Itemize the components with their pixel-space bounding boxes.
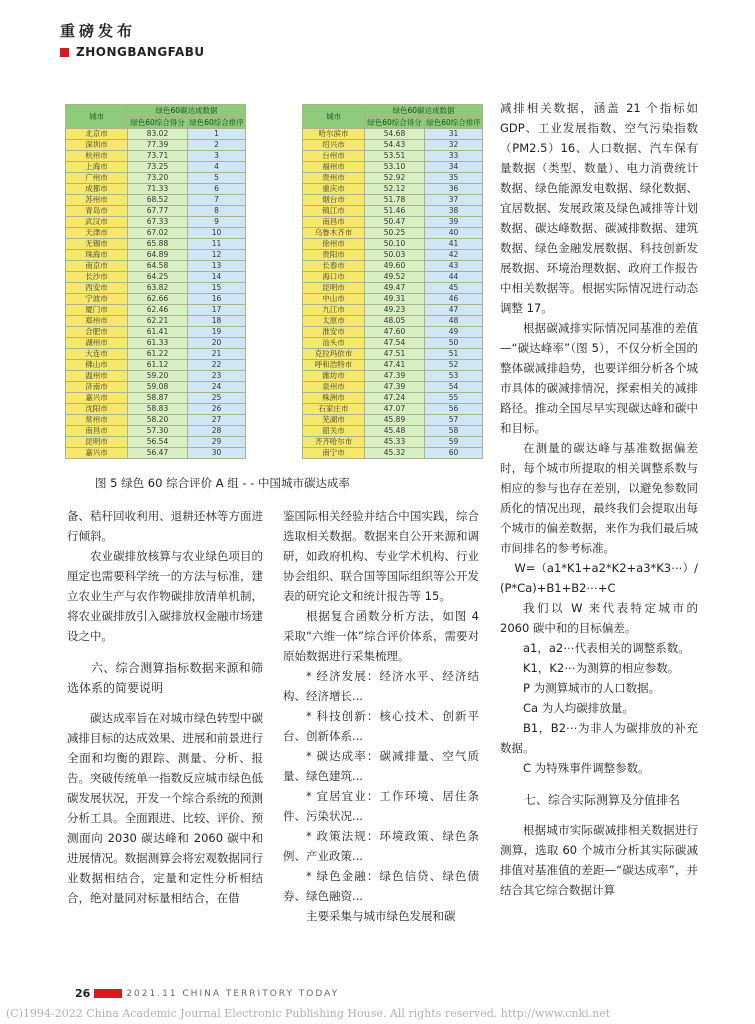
table-cell-rank: 9 — [188, 217, 246, 228]
table-cell-score: 68.52 — [128, 195, 188, 206]
table-cell-city: 南昌市 — [66, 426, 128, 437]
table-cell-score: 58.83 — [128, 404, 188, 415]
table-row — [66, 261, 246, 272]
section-heading-6: 六、综合测算指标数据来源和筛选体系的简要说明 — [67, 661, 263, 695]
table-cell-city: 汕头市 — [303, 338, 365, 349]
table-row — [303, 140, 483, 151]
paragraph: 减排相关数据，涵盖 21 个指标如 GDP、工业发展指数、空气污染指数（PM2.5）16、人口数据、汽车保有量数据（类型、数量）、电力消费统计数据、绿色能源发电数据、绿化数据、宜居数据、发展政策及绿色减排等计划数据、碳达峰数据、碳减排数据、建筑数据、绿色金融发展数据、科技创新发展数据、环境治理数据、政府工作报告中相关数据等。根据实际情况进行动态调整 17。 — [500, 101, 698, 315]
table-cell-city: 贵州市 — [303, 173, 365, 184]
page-footer — [75, 987, 339, 1000]
table-cell-city: 芜湖市 — [303, 415, 365, 426]
table-row — [66, 239, 246, 250]
table-row — [66, 272, 246, 283]
table-cell-score: 63.82 — [128, 283, 188, 294]
table-cell-score: 51.46 — [365, 206, 425, 217]
paragraph: 主要采集与城市绿色发展和碳 — [306, 909, 456, 923]
table-cell-score: 49.60 — [365, 261, 425, 272]
table-cell-rank: 38 — [425, 206, 483, 217]
table-cell-city: 南京市 — [66, 261, 128, 272]
table-cell-city: 徐州市 — [303, 239, 365, 250]
table-cell-score: 47.07 — [365, 404, 425, 415]
table-row — [66, 305, 246, 316]
table-row — [66, 151, 246, 162]
table-cell-rank: 47 — [425, 305, 483, 316]
table-row — [66, 426, 246, 437]
table-cell-rank: 26 — [188, 404, 246, 415]
list-item: * 碳达成率：碳减排量、空气质量、绿色建筑... — [283, 749, 479, 783]
table-cell-city: 大连市 — [66, 349, 128, 360]
table-cell-rank: 17 — [188, 305, 246, 316]
table-row — [303, 206, 483, 217]
table-cell-rank: 3 — [188, 151, 246, 162]
table-cell-score: 57.30 — [128, 426, 188, 437]
table-cell-rank: 40 — [425, 228, 483, 239]
table-cell-city: 杭州市 — [66, 151, 128, 162]
table-cell-score: 71.33 — [128, 184, 188, 195]
table-cell-city: 台州市 — [303, 151, 365, 162]
table-row — [66, 173, 246, 184]
table-cell-city: 福州市 — [303, 162, 365, 173]
table-cell-city: 韶关市 — [303, 426, 365, 437]
table-cell-rank: 34 — [425, 162, 483, 173]
table-cell-city: 广州市 — [66, 173, 128, 184]
table-cell-city: 上海市 — [66, 162, 128, 173]
table-header-group: 绿色60碳达成数据 — [128, 105, 246, 117]
table-cell-score: 50.03 — [365, 250, 425, 261]
table-cell-city: 北京市 — [66, 129, 128, 140]
table-row — [66, 250, 246, 261]
red-square-icon — [60, 48, 69, 57]
table-cell-rank: 12 — [188, 250, 246, 261]
table-cell-city: 重庆市 — [303, 184, 365, 195]
table-row — [66, 228, 246, 239]
table-cell-score: 73.71 — [128, 151, 188, 162]
table-row — [66, 327, 246, 338]
table-cell-score: 83.02 — [128, 129, 188, 140]
table-cell-rank: 48 — [425, 316, 483, 327]
table-cell-city: 克拉玛依市 — [303, 349, 365, 360]
table-cell-city: 昆明市 — [303, 283, 365, 294]
table-row — [303, 294, 483, 305]
formula-line-1: W=（a1*K1+a2*K2+a3*K3⋯）/ — [514, 561, 698, 575]
table-cell-score: 51.78 — [365, 195, 425, 206]
table-cell-score: 67.77 — [128, 206, 188, 217]
table-cell-score: 52.12 — [365, 184, 425, 195]
definition-item: P 为测算城市的人口数据。 — [523, 681, 661, 695]
table-row — [66, 371, 246, 382]
paragraph: 在测量的碳达峰与基准数据偏差时，每个城市所提取的相关调整系数与相应的参与也存在差别，以避免参数同质化的情况出现，最终我们会提取出每个城市的偏差数据，来作为我们最后城市间排名的参考标准。 — [500, 441, 698, 555]
paragraph: 根据复合函数分析方法，如图 4 采取“六维一体”综合评价体系，需要对原始数据进行采集梳理。 — [283, 609, 479, 663]
paragraph: 根据碳减排实际情况同基准的差值—“碳达峰率”（图 5），不仅分析全国的整体碳减排趋势，也要详细分析各个城市具体的碳减排情况，探索相关的减排路径。推动全国尽早实现碳达峰和碳中和目标。 — [500, 321, 698, 435]
table-cell-city: 武汉市 — [66, 217, 128, 228]
table-cell-rank: 56 — [425, 404, 483, 415]
table-cell-rank: 41 — [425, 239, 483, 250]
table-row — [303, 283, 483, 294]
table-row — [66, 184, 246, 195]
ranking-table-b — [302, 104, 483, 459]
table-row — [66, 206, 246, 217]
table-row — [66, 195, 246, 206]
magazine-issue: 2021.11 CHINA TERRITORY TODAY — [126, 988, 340, 999]
paragraph: 鉴国际相关经验并结合中国实践，综合选取相关数据。数据来自公开来源和调研，如政府机构、专业学术机构、行业协会组织、联合国等国际组织等公开发表的研究论文和统计报告等 15。 — [283, 509, 479, 603]
red-bar-icon — [94, 989, 122, 998]
table-cell-city: 镇江市 — [303, 206, 365, 217]
table-row — [303, 415, 483, 426]
table-row — [66, 360, 246, 371]
table-cell-score: 62.21 — [128, 316, 188, 327]
table-cell-score: 61.22 — [128, 349, 188, 360]
table-cell-city: 呼和浩特市 — [303, 360, 365, 371]
table-cell-score: 56.54 — [128, 437, 188, 448]
text-column-2 — [283, 506, 479, 926]
table-cell-rank: 59 — [425, 437, 483, 448]
paragraph: 农业碳排放核算与农业绿色项目的厘定也需要科学统一的方法与标准，建立农业生产与农作物碳排放清单机制，将农业碳排放引入碳排放权金融市场建设之中。 — [67, 549, 263, 643]
table-cell-city: 成都市 — [66, 184, 128, 195]
table-cell-score: 61.33 — [128, 338, 188, 349]
table-cell-rank: 37 — [425, 195, 483, 206]
table-cell-score: 73.25 — [128, 162, 188, 173]
table-cell-score: 50.25 — [365, 228, 425, 239]
table-header-group: 绿色60碳达成数据 — [365, 105, 483, 117]
table-row — [66, 382, 246, 393]
table-cell-city: 哈尔滨市 — [303, 129, 365, 140]
table-row — [66, 217, 246, 228]
table-row — [303, 305, 483, 316]
table-row — [303, 272, 483, 283]
magazine-header — [60, 20, 205, 59]
table-cell-city: 贵阳市 — [303, 250, 365, 261]
table-cell-rank: 29 — [188, 437, 246, 448]
figure-caption: 图 5 绿色 60 综合评价 A 组 - - 中国城市碳达成率 — [95, 476, 351, 490]
table-cell-city: 太原市 — [303, 316, 365, 327]
table-row — [66, 316, 246, 327]
table-cell-rank: 42 — [425, 250, 483, 261]
table-cell-city: 郑州市 — [66, 316, 128, 327]
list-item: * 经济发展：经济水平、经济结构、经济增长... — [283, 669, 479, 703]
table-row — [303, 338, 483, 349]
table-cell-city: 长沙市 — [66, 272, 128, 283]
table-cell-score: 45.32 — [365, 448, 425, 459]
table-cell-city: 天津市 — [66, 228, 128, 239]
table-cell-rank: 51 — [425, 349, 483, 360]
table-cell-rank: 57 — [425, 415, 483, 426]
section-brand-cn: 重磅发布 — [60, 22, 137, 40]
table-cell-rank: 7 — [188, 195, 246, 206]
table-cell-rank: 50 — [425, 338, 483, 349]
table-cell-rank: 32 — [425, 140, 483, 151]
table-cell-city: 佛山市 — [66, 360, 128, 371]
table-cell-rank: 8 — [188, 206, 246, 217]
table-cell-score: 64.25 — [128, 272, 188, 283]
table-row — [303, 448, 483, 459]
table-row — [66, 162, 246, 173]
list-item: * 绿色金融：绿色信贷、绿色债券、绿色融资... — [283, 869, 479, 903]
table-cell-city: 苏州市 — [66, 195, 128, 206]
definition-item: a1，a2⋯代表相关的调整系数。 — [523, 641, 690, 655]
table-row — [303, 129, 483, 140]
table-cell-score: 45.48 — [365, 426, 425, 437]
table-cell-score: 47.39 — [365, 382, 425, 393]
table-cell-rank: 27 — [188, 415, 246, 426]
table-cell-rank: 1 — [188, 129, 246, 140]
table-cell-rank: 55 — [425, 393, 483, 404]
table-header-city: 城市 — [66, 105, 128, 129]
table-cell-city: 南宁市 — [303, 448, 365, 459]
table-cell-score: 49.23 — [365, 305, 425, 316]
table-row — [66, 404, 246, 415]
table-cell-score: 47.41 — [365, 360, 425, 371]
table-row — [303, 437, 483, 448]
table-cell-city: 青岛市 — [66, 206, 128, 217]
table-cell-score: 53.10 — [365, 162, 425, 173]
table-cell-rank: 15 — [188, 283, 246, 294]
table-cell-rank: 53 — [425, 371, 483, 382]
table-header-rank: 绿色60综合排序 — [426, 118, 481, 127]
definition-item: K1，K2⋯为测算的相应参数。 — [523, 661, 680, 675]
table-cell-score: 47.24 — [365, 393, 425, 404]
table-cell-score: 47.51 — [365, 349, 425, 360]
section-brand-en: ZHONGBANGFABU — [76, 45, 205, 59]
table-cell-score: 45.89 — [365, 415, 425, 426]
definition-item: B1，B2⋯为非人为碳排放的补充数据。 — [500, 721, 698, 755]
table-cell-rank: 60 — [425, 448, 483, 459]
table-cell-rank: 19 — [188, 327, 246, 338]
table-cell-rank: 54 — [425, 382, 483, 393]
table-cell-city: 泉州市 — [303, 382, 365, 393]
table-cell-rank: 31 — [425, 129, 483, 140]
table-cell-city: 九江市 — [303, 305, 365, 316]
table-cell-rank: 36 — [425, 184, 483, 195]
table-cell-rank: 43 — [425, 261, 483, 272]
table-header-rank: 绿色60综合排序 — [189, 118, 244, 127]
definition-item: Ca 为人均碳排放量。 — [523, 701, 634, 715]
table-cell-score: 61.12 — [128, 360, 188, 371]
list-item: * 政策法规：环境政策、绿色条例、产业政策... — [283, 829, 479, 863]
table-row — [66, 448, 246, 459]
table-row — [66, 393, 246, 404]
table-cell-score: 54.43 — [365, 140, 425, 151]
table-cell-city: 合肥市 — [66, 327, 128, 338]
table-cell-city: 昆明市 — [66, 437, 128, 448]
table-row — [303, 404, 483, 415]
table-row — [303, 393, 483, 404]
table-cell-rank: 10 — [188, 228, 246, 239]
table-cell-city: 潍坊市 — [303, 371, 365, 382]
table-cell-city: 海口市 — [303, 272, 365, 283]
table-cell-rank: 4 — [188, 162, 246, 173]
table-row — [303, 349, 483, 360]
table-row — [303, 151, 483, 162]
table-cell-score: 52.92 — [365, 173, 425, 184]
table-cell-score: 47.60 — [365, 327, 425, 338]
table-cell-score: 62.46 — [128, 305, 188, 316]
table-cell-city: 株洲市 — [303, 393, 365, 404]
table-cell-city: 西安市 — [66, 283, 128, 294]
table-cell-rank: 39 — [425, 217, 483, 228]
section-brand-row — [60, 45, 205, 59]
table-cell-rank: 52 — [425, 360, 483, 371]
table-cell-score: 53.51 — [365, 151, 425, 162]
text-column-1 — [67, 506, 263, 908]
table-cell-rank: 25 — [188, 393, 246, 404]
table-row — [303, 250, 483, 261]
table-cell-score: 49.31 — [365, 294, 425, 305]
table-row — [66, 415, 246, 426]
table-row — [66, 437, 246, 448]
table-row — [66, 129, 246, 140]
table-cell-city: 湖州市 — [66, 338, 128, 349]
copyright-notice: (C)1994-2022 China Academic Journal Electronic Publishing House. All rights reserved. http://www.cnki.net — [6, 1007, 611, 1020]
table-cell-rank: 24 — [188, 382, 246, 393]
table-row — [303, 426, 483, 437]
table-cell-score: 54.68 — [365, 129, 425, 140]
table-cell-score: 73.20 — [128, 173, 188, 184]
table-cell-score: 65.88 — [128, 239, 188, 250]
table-cell-score: 61.41 — [128, 327, 188, 338]
table-cell-score: 58.87 — [128, 393, 188, 404]
table-cell-city: 嘉兴市 — [66, 393, 128, 404]
table-cell-rank: 23 — [188, 371, 246, 382]
ranking-table-a — [65, 104, 246, 459]
table-cell-city: 南昌市 — [303, 217, 365, 228]
table-row — [66, 140, 246, 151]
table-cell-score: 59.08 — [128, 382, 188, 393]
formula-line-2: (P*Ca)+B1+B2⋯+C — [500, 581, 616, 595]
definition-item: C 为特殊事件调整参数。 — [523, 761, 650, 775]
table-cell-city: 珠海市 — [66, 250, 128, 261]
text-column-3 — [500, 98, 698, 900]
section-heading-7: 七、综合实际测算及分值排名 — [524, 793, 681, 807]
table-cell-score: 47.54 — [365, 338, 425, 349]
table-cell-rank: 45 — [425, 283, 483, 294]
table-cell-rank: 49 — [425, 327, 483, 338]
table-cell-city: 沈阳市 — [66, 404, 128, 415]
paragraph: 碳达成率旨在对城市绿色转型中碳减排目标的达成效果、进展和前景进行全面和均衡的跟踪、测量、分析、报告。突破传统单一指数反应城市绿色低碳发展状况，开发一个综合系统的预测分析工具。全面跟进、比较、评价、预测面向 2030 碳达峰和 2060 碳中和进展情况。数据测算会将宏观数据同行业数据相结合，定量和定性分析相结合，绝对量同对标量相结合，在借 — [67, 711, 263, 905]
paragraph: 根据城市实际碳减排相关数据进行测算，选取 60 个城市分析其实际碳减排值对基准值的差距—“碳达成率”，并结合其它综合数据计算 — [500, 823, 698, 897]
table-cell-city: 烟台市 — [303, 195, 365, 206]
table-cell-score: 45.33 — [365, 437, 425, 448]
table-row — [303, 327, 483, 338]
table-cell-score: 59.20 — [128, 371, 188, 382]
table-row — [66, 294, 246, 305]
table-cell-rank: 14 — [188, 272, 246, 283]
table-row — [303, 195, 483, 206]
table-cell-city: 石家庄市 — [303, 404, 365, 415]
table-cell-rank: 28 — [188, 426, 246, 437]
table-cell-rank: 16 — [188, 294, 246, 305]
table-cell-city: 宁波市 — [66, 294, 128, 305]
table-cell-rank: 18 — [188, 316, 246, 327]
table-cell-city: 嘉兴市 — [66, 448, 128, 459]
table-cell-city: 温州市 — [66, 371, 128, 382]
table-cell-city: 乌鲁木齐市 — [303, 228, 365, 239]
table-cell-rank: 46 — [425, 294, 483, 305]
table-row — [303, 173, 483, 184]
table-header-score: 绿色60综合得分 — [365, 117, 425, 129]
table-cell-city: 中山市 — [303, 294, 365, 305]
paragraph: 我们以 W 来代表特定城市的 2060 碳中和的目标偏差。 — [500, 601, 698, 635]
table-cell-score: 64.89 — [128, 250, 188, 261]
table-cell-rank: 6 — [188, 184, 246, 195]
table-cell-rank: 21 — [188, 349, 246, 360]
table-row — [303, 217, 483, 228]
table-cell-score: 47.39 — [365, 371, 425, 382]
table-cell-rank: 44 — [425, 272, 483, 283]
table-cell-rank: 30 — [188, 448, 246, 459]
table-cell-rank: 20 — [188, 338, 246, 349]
table-cell-score: 77.39 — [128, 140, 188, 151]
table-cell-rank: 13 — [188, 261, 246, 272]
table-cell-score: 56.47 — [128, 448, 188, 459]
table-row — [303, 316, 483, 327]
list-item: * 科技创新：核心技术、创新平台、创新体系... — [283, 709, 479, 743]
table-cell-rank: 11 — [188, 239, 246, 250]
table-cell-score: 64.58 — [128, 261, 188, 272]
table-row — [303, 371, 483, 382]
table-row — [303, 239, 483, 250]
table-row — [66, 338, 246, 349]
table-cell-score: 50.47 — [365, 217, 425, 228]
table-row — [303, 360, 483, 371]
table-row — [303, 184, 483, 195]
table-cell-city: 常州市 — [66, 415, 128, 426]
table-cell-city: 淮安市 — [303, 327, 365, 338]
table-cell-city: 绍兴市 — [303, 140, 365, 151]
table-cell-city: 深圳市 — [66, 140, 128, 151]
table-cell-score: 48.05 — [365, 316, 425, 327]
table-cell-city: 齐齐哈尔市 — [303, 437, 365, 448]
table-cell-score: 67.02 — [128, 228, 188, 239]
table-cell-city: 长春市 — [303, 261, 365, 272]
table-cell-score: 49.47 — [365, 283, 425, 294]
table-cell-city: 无锡市 — [66, 239, 128, 250]
table-cell-score: 58.20 — [128, 415, 188, 426]
page-number: 26 — [75, 987, 91, 1000]
table-cell-city: 厦门市 — [66, 305, 128, 316]
table-cell-rank: 2 — [188, 140, 246, 151]
table-cell-rank: 5 — [188, 173, 246, 184]
paragraph: 备、秸秆回收利用、退耕还林等方面进行倾斜。 — [67, 509, 263, 543]
table-row — [303, 382, 483, 393]
table-row — [303, 228, 483, 239]
table-cell-score: 50.10 — [365, 239, 425, 250]
table-row — [303, 261, 483, 272]
table-cell-score: 49.52 — [365, 272, 425, 283]
table-cell-rank: 33 — [425, 151, 483, 162]
table-cell-score: 62.66 — [128, 294, 188, 305]
table-cell-city: 济南市 — [66, 382, 128, 393]
table-cell-rank: 22 — [188, 360, 246, 371]
table-cell-rank: 35 — [425, 173, 483, 184]
table-cell-score: 67.33 — [128, 217, 188, 228]
table-row — [303, 162, 483, 173]
table-header-city: 城市 — [303, 105, 365, 129]
table-cell-rank: 58 — [425, 426, 483, 437]
list-item: * 宜居宜业：工作环境、居住条件、污染状况... — [283, 789, 479, 823]
table-header-score: 绿色60综合得分 — [128, 117, 188, 129]
table-row — [66, 283, 246, 294]
table-row — [66, 349, 246, 360]
